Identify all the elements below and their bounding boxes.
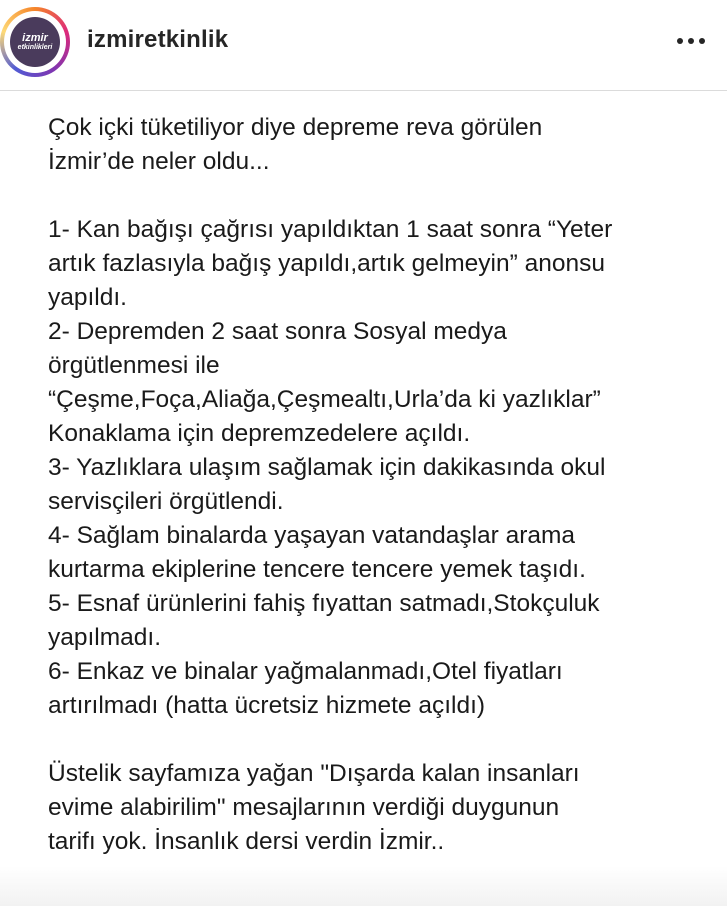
more-horizontal-icon-dot [688, 38, 694, 44]
bottom-shade [0, 866, 727, 906]
avatar-text-line2: etkinlikleri [17, 43, 53, 51]
post-text: Çok içki tüketiliyor diye depreme reva görülen İzmir’de neler oldu... 1- Kan bağışı çağrısı yapıldıktan 1 saat sonra “Yeter artık fazlasıyla bağış yapıldı,artık gelmeyin” anonsu yapıldı. 2- Depremden 2 saat sonra Sosyal medya örgütlenmesi ile “Çeşme,Foça,Aliağa,Çeşmealtı,Urla’da ki yazlıklar” Konaklama için depremzedelere açıldı. 3- Yazlıklara ulaşım sağlamak için dakikasında okul servisçileri örgütlendi. 4- Sağlam binalarda yaşayan vatandaşlar arama kurtarma ekiplerine tencere tencere yemek taşıdı. 5- Esnaf ürünlerini fahiş fıyattan satmadı,Stokçuluk yapılmadı. 6- Enkaz ve binalar yağmalanmadı,Otel fiyatları artırılmadı (hatta ücretsiz hizmete açıldı) Üstelik sayfamıza yağan "Dışarda kalan insanları evime alabirilim" mesajlarının verdiği duygunun tarifı yok. İnsanlık dersi verdin İzmir.. [48, 114, 613, 855]
more-options-button[interactable] [673, 26, 709, 56]
post-image[interactable] [0, 91, 727, 906]
more-horizontal-icon-dot [699, 38, 705, 44]
avatar-border [4, 11, 66, 73]
post-header [0, 0, 727, 91]
avatar[interactable] [10, 17, 60, 67]
username-link[interactable]: izmiretkinlik [87, 26, 229, 53]
story-ring[interactable] [0, 7, 70, 77]
avatar-text-line1: izmir [22, 31, 48, 44]
more-horizontal-icon [677, 38, 683, 44]
